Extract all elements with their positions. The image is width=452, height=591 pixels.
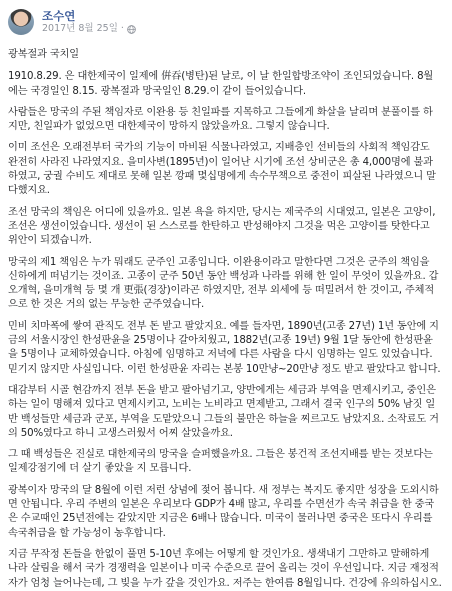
author-name[interactable]: 조수연	[42, 9, 76, 23]
post-paragraph: 지금 무작정 돈들을 한없이 풀면 5-10년 후에는 어떻게 할 것인가요. 생색내기 그만하고 말해하게 나라 살림을 해서 국가 경쟁력을 일본이나 미국 수준으로 끌어 올리는 것이 우선입니다. 지금 재정적자가 엄청 늘어나는데, 그 빚을 누가 갚을 것인가요. 저주는 한여름 8월입니다. 건강에 유의하십시오.	[8, 548, 442, 589]
post-paragraph: 사람들은 망국의 주된 책임자로 이완용 등 친일파를 지목하고 그들에게 화살을 날리며 분풀이를 하지만, 친일파가 없었으면 대한제국이 망하지 않았을까요. 그렇지 않습니다.	[8, 106, 433, 133]
post-paragraph: 민비 치마폭에 쌓여 관직도 전부 돈 받고 팔았지요. 예를 들자면, 1890년(고종 27년) 1년 동안에 지금의 서울시장인 한성판윤을 25명이나 갈아치웠고, 1882년(고종 19년) 9월 1달 동안에 한성판윤을 5명이나 교체하였습니다. 아침에 임명하고 저녁에 다른 사람을 다시 임명하는 일도 있었습니다. 믿기지 않지만 사실입니다. 이런 한성판윤 자리는 본봉 10만냥~20만냥 정도 받고 팔았다고 합니다.	[8, 320, 441, 375]
post-paragraph: 그 때 백성들은 진실로 대한제국의 망국을 슬퍼했을까요. 그들은 봉건적 조선지배를 받는 것보다는 일제강점기에 더 살기 좋았을 지 모릅니다.	[8, 449, 433, 475]
post-paragraph: 1910.8.29. 은 대한제국이 일제에 倂吞(병탄)된 날로, 이 날 한일합방조약이 조인되었습니다. 8월에는 국경일인 8.15. 광복절과 망국일인 8.29.이 같이 들어있습니다.	[8, 71, 434, 97]
post-title: 광복절과 국치일	[8, 49, 79, 60]
post-paragraph: 망국의 제1 책임은 누가 뭐래도 군주인 고종입니다. 이완용이라고 말한다면 그것은 군주의 책임을 신하에게 떠넘기는 것이죠. 고종이 군주 50년 동안 백성과 나라를 위해 한 일이 무엇이 있을까요. 갑오개혁, 을미개혁 등 몇 개 更張(경장)이라곤 하였지만, 전부 외세에 등 떠밀려서 한 것이고, 주체적으로 한 것은 거의 없는 무능한 군주였습니다.	[8, 256, 439, 311]
post-paragraph: 광복이자 망국의 달 8월에 이런 저런 상념에 젖어 봅니다. 새 정부는 복지도 좋지만 성장을 도외시하면 안됩니다. 우리 주변의 일본은 우리보다 GDP가 4배 많고, 우리를 수면선가 속국 취급을 한 중국은 수교때인 25년전에는 같았지만 지금은 6배나 많습니다. 미국이 물러나면 중국은 또다시 우리를 속국취급을 할 가능성이 농후합니다.	[8, 484, 439, 539]
separator-dot: ·	[120, 23, 124, 34]
post-paragraph: 이미 조선은 오래전부터 국가의 기능이 마비된 식물나라였고, 지배층인 선비들의 사회적 책임감도 완전히 사라진 나라였지요. 을미사변(1895년)이 일어난 시기에 조선 상비군은 총 4,000명에 불과하였고, 궁궐 수비도 제대로 못해 일본 깡패 몇십명에게 속수무책으로 중전이 피살된 나라였으니 말 다했지요.	[8, 142, 436, 197]
avatar[interactable]	[8, 9, 34, 35]
globe-icon	[127, 25, 136, 34]
post-date[interactable]: 2017년 8월 25일	[42, 23, 118, 34]
post-paragraph: 조선 망국의 책임은 어디에 있을까요. 일본 욕을 하지만, 당시는 제국주의 시대였고, 일본은 고양이, 조선은 생선이었습니다. 생선이 된 스스로를 한탄하고 반성해야지 그것을 먹은 고양이를 탓한다고 위안이 되겠습니까.	[8, 206, 436, 247]
post-content	[8, 48, 442, 591]
post-paragraph: 대감부터 시골 현감까지 전부 돈을 받고 팔아넘기고, 양반에게는 세금과 부역을 면제시키고, 중인은 하는 일이 명해져 있다고 면제시키고, 노비는 노비라고 면제받고, 그래서 결국 인구의 50% 남짓 일반 백성들만 세금과 군포, 부역을 도맡았으니 그들의 불만은 하늘을 찌르고도 남았지요. 소작료도 거의 50%였다고 하니 고생스러웠서 어찌 살았을까요.	[8, 384, 439, 439]
post-subline	[42, 23, 136, 35]
post-header	[8, 8, 442, 36]
post-meta	[42, 9, 136, 35]
